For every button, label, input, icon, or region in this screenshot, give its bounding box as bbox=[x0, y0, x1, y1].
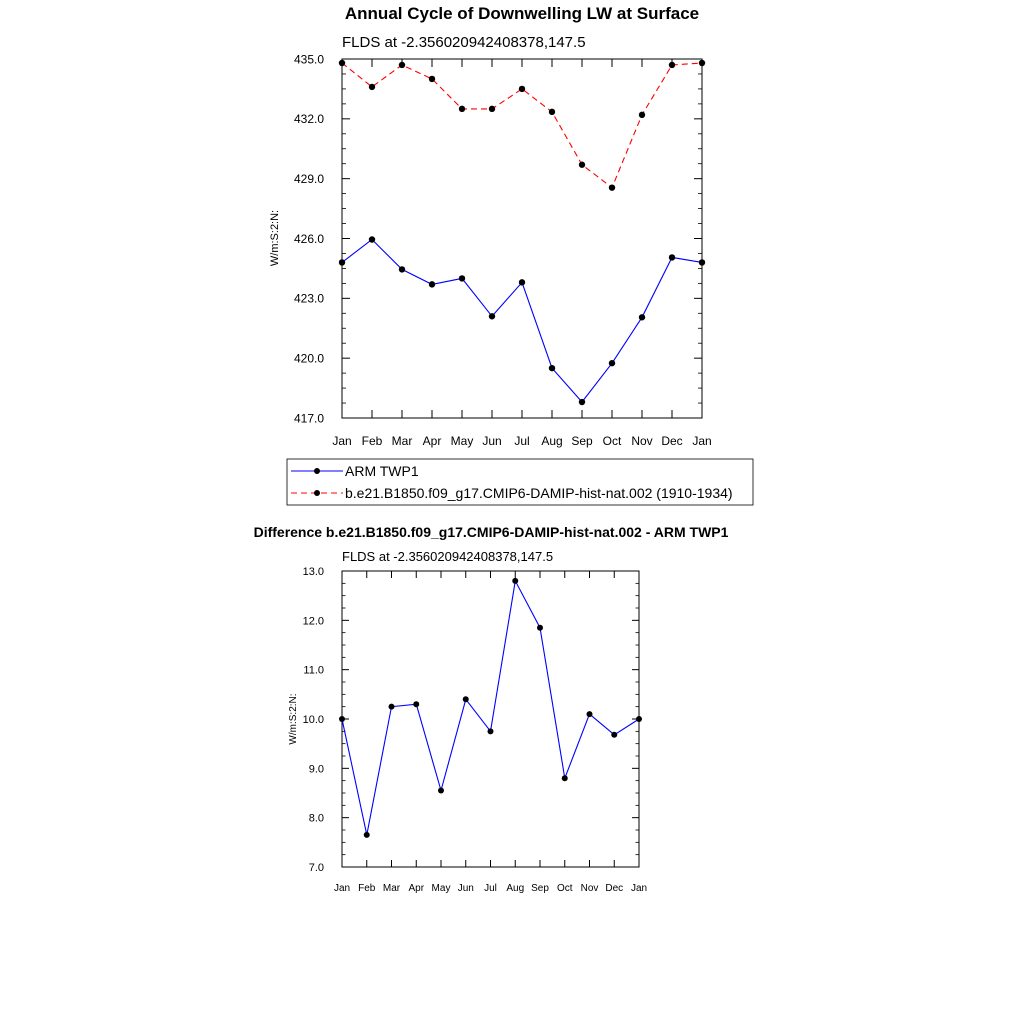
y-tick-label: 426.0 bbox=[293, 231, 324, 246]
y-tick-label: 10.0 bbox=[302, 713, 324, 726]
data-point bbox=[537, 625, 543, 631]
x-tick-label: Dec bbox=[605, 883, 624, 894]
chart-title: Annual Cycle of Downwelling LW at Surface bbox=[344, 4, 700, 23]
data-point bbox=[699, 60, 705, 66]
x-tick-label: Feb bbox=[358, 883, 376, 894]
data-point bbox=[512, 578, 518, 584]
y-tick-label: 13.0 bbox=[302, 565, 324, 578]
x-tick-label: Mar bbox=[391, 434, 413, 448]
y-tick-label: 432.0 bbox=[293, 112, 324, 127]
data-point bbox=[369, 236, 375, 242]
data-point bbox=[339, 716, 345, 722]
x-tick-label: Jan bbox=[692, 434, 712, 448]
x-tick-label: Dec bbox=[661, 434, 683, 448]
data-point bbox=[611, 732, 617, 738]
data-point bbox=[639, 314, 645, 320]
y-tick-label: 12.0 bbox=[302, 615, 324, 628]
plot-frame bbox=[342, 59, 702, 418]
series-line-1 bbox=[342, 63, 702, 188]
plot-border bbox=[342, 571, 639, 867]
data-point bbox=[459, 106, 465, 112]
x-tick-label: Sep bbox=[531, 883, 549, 894]
x-tick-label: Jul bbox=[484, 883, 497, 894]
x-tick-label: Jan bbox=[630, 883, 648, 894]
data-point bbox=[609, 360, 615, 366]
data-point bbox=[488, 728, 494, 734]
y-tick-label: 9.0 bbox=[308, 763, 324, 776]
series-markers bbox=[339, 60, 705, 405]
data-point bbox=[339, 259, 345, 265]
data-point bbox=[489, 313, 495, 319]
data-point bbox=[669, 254, 675, 260]
series-markers bbox=[339, 578, 642, 838]
data-point bbox=[463, 696, 469, 702]
y-tick-label: 420.0 bbox=[293, 351, 324, 366]
chart-subtitle: FLDS at -2.356020942408378,147.5 bbox=[342, 549, 554, 564]
x-tick-label: Jan bbox=[333, 883, 351, 894]
x-tick-label: Mar bbox=[382, 883, 401, 894]
x-tick-label: Nov bbox=[580, 883, 599, 894]
y-tick-label: 11.0 bbox=[303, 664, 324, 677]
x-tick-label: Oct bbox=[556, 883, 573, 894]
x-tick-label: May bbox=[450, 434, 474, 448]
y-tick-label: 423.0 bbox=[293, 291, 324, 306]
data-point bbox=[369, 84, 375, 90]
x-tick-label: Nov bbox=[631, 434, 653, 448]
data-point bbox=[669, 62, 675, 68]
data-point bbox=[364, 832, 370, 838]
axis-ticks bbox=[303, 566, 647, 894]
data-point bbox=[639, 112, 645, 118]
chart-subtitle: FLDS at -2.356020942408378,147.5 bbox=[342, 34, 586, 51]
data-point bbox=[399, 266, 405, 272]
data-point bbox=[429, 76, 435, 82]
y-tick-label: 8.0 bbox=[308, 812, 324, 825]
data-point bbox=[519, 86, 525, 92]
series-line-0 bbox=[342, 240, 702, 403]
data-point bbox=[562, 775, 568, 781]
annual-cycle-chart bbox=[269, 4, 712, 448]
axis-ticks bbox=[294, 52, 712, 448]
data-point bbox=[389, 704, 395, 710]
x-tick-label: Jun bbox=[457, 883, 474, 894]
series-line-0 bbox=[342, 581, 639, 835]
legend-label-model: b.e21.B1850.f09_g17.CMIP6-DAMIP-hist-nat.002 (1910-1934) bbox=[345, 485, 733, 501]
x-tick-label: Jul bbox=[514, 434, 530, 448]
data-point bbox=[339, 60, 345, 66]
y-axis-label: W/m:S:2:N: bbox=[288, 693, 299, 745]
difference-chart bbox=[254, 524, 729, 894]
y-axis-label: W/m:S:2:N: bbox=[269, 209, 281, 267]
series-lines bbox=[342, 581, 639, 835]
data-point bbox=[587, 711, 593, 717]
data-point bbox=[549, 109, 555, 115]
x-tick-label: Jan bbox=[332, 434, 352, 448]
data-point bbox=[609, 184, 615, 190]
x-tick-label: Aug bbox=[506, 883, 525, 894]
data-point bbox=[438, 788, 444, 794]
legend-label-obs: ARM TWP1 bbox=[345, 463, 419, 479]
data-point bbox=[399, 62, 405, 68]
y-tick-label: 435.0 bbox=[293, 52, 324, 67]
plot-frame bbox=[342, 571, 639, 867]
legend bbox=[287, 459, 753, 505]
x-tick-label: Feb bbox=[361, 434, 383, 448]
x-tick-label: Aug bbox=[541, 434, 563, 448]
plot-border bbox=[342, 59, 702, 418]
y-tick-label: 429.0 bbox=[293, 171, 324, 186]
legend-marker-model bbox=[314, 490, 320, 496]
x-tick-label: Apr bbox=[408, 883, 425, 894]
x-tick-label: May bbox=[431, 883, 451, 894]
legend-marker-obs bbox=[314, 468, 320, 474]
x-tick-label: Oct bbox=[602, 434, 622, 448]
y-tick-label: 417.0 bbox=[293, 411, 324, 426]
chart-title: Difference b.e21.B1850.f09_g17.CMIP6-DAMIP-hist-nat.002 - ARM TWP1 bbox=[253, 524, 729, 540]
data-point bbox=[489, 106, 495, 112]
data-point bbox=[413, 701, 419, 707]
data-point bbox=[549, 365, 555, 371]
data-point bbox=[459, 275, 465, 281]
data-point bbox=[579, 162, 585, 168]
data-point bbox=[429, 281, 435, 287]
data-point bbox=[699, 259, 705, 265]
series-lines bbox=[342, 63, 702, 402]
y-tick-label: 7.0 bbox=[308, 861, 324, 874]
x-tick-label: Sep bbox=[571, 434, 593, 448]
x-tick-label: Apr bbox=[422, 434, 442, 448]
data-point bbox=[636, 716, 642, 722]
data-point bbox=[519, 279, 525, 285]
x-tick-label: Jun bbox=[482, 434, 502, 448]
data-point bbox=[579, 399, 585, 405]
